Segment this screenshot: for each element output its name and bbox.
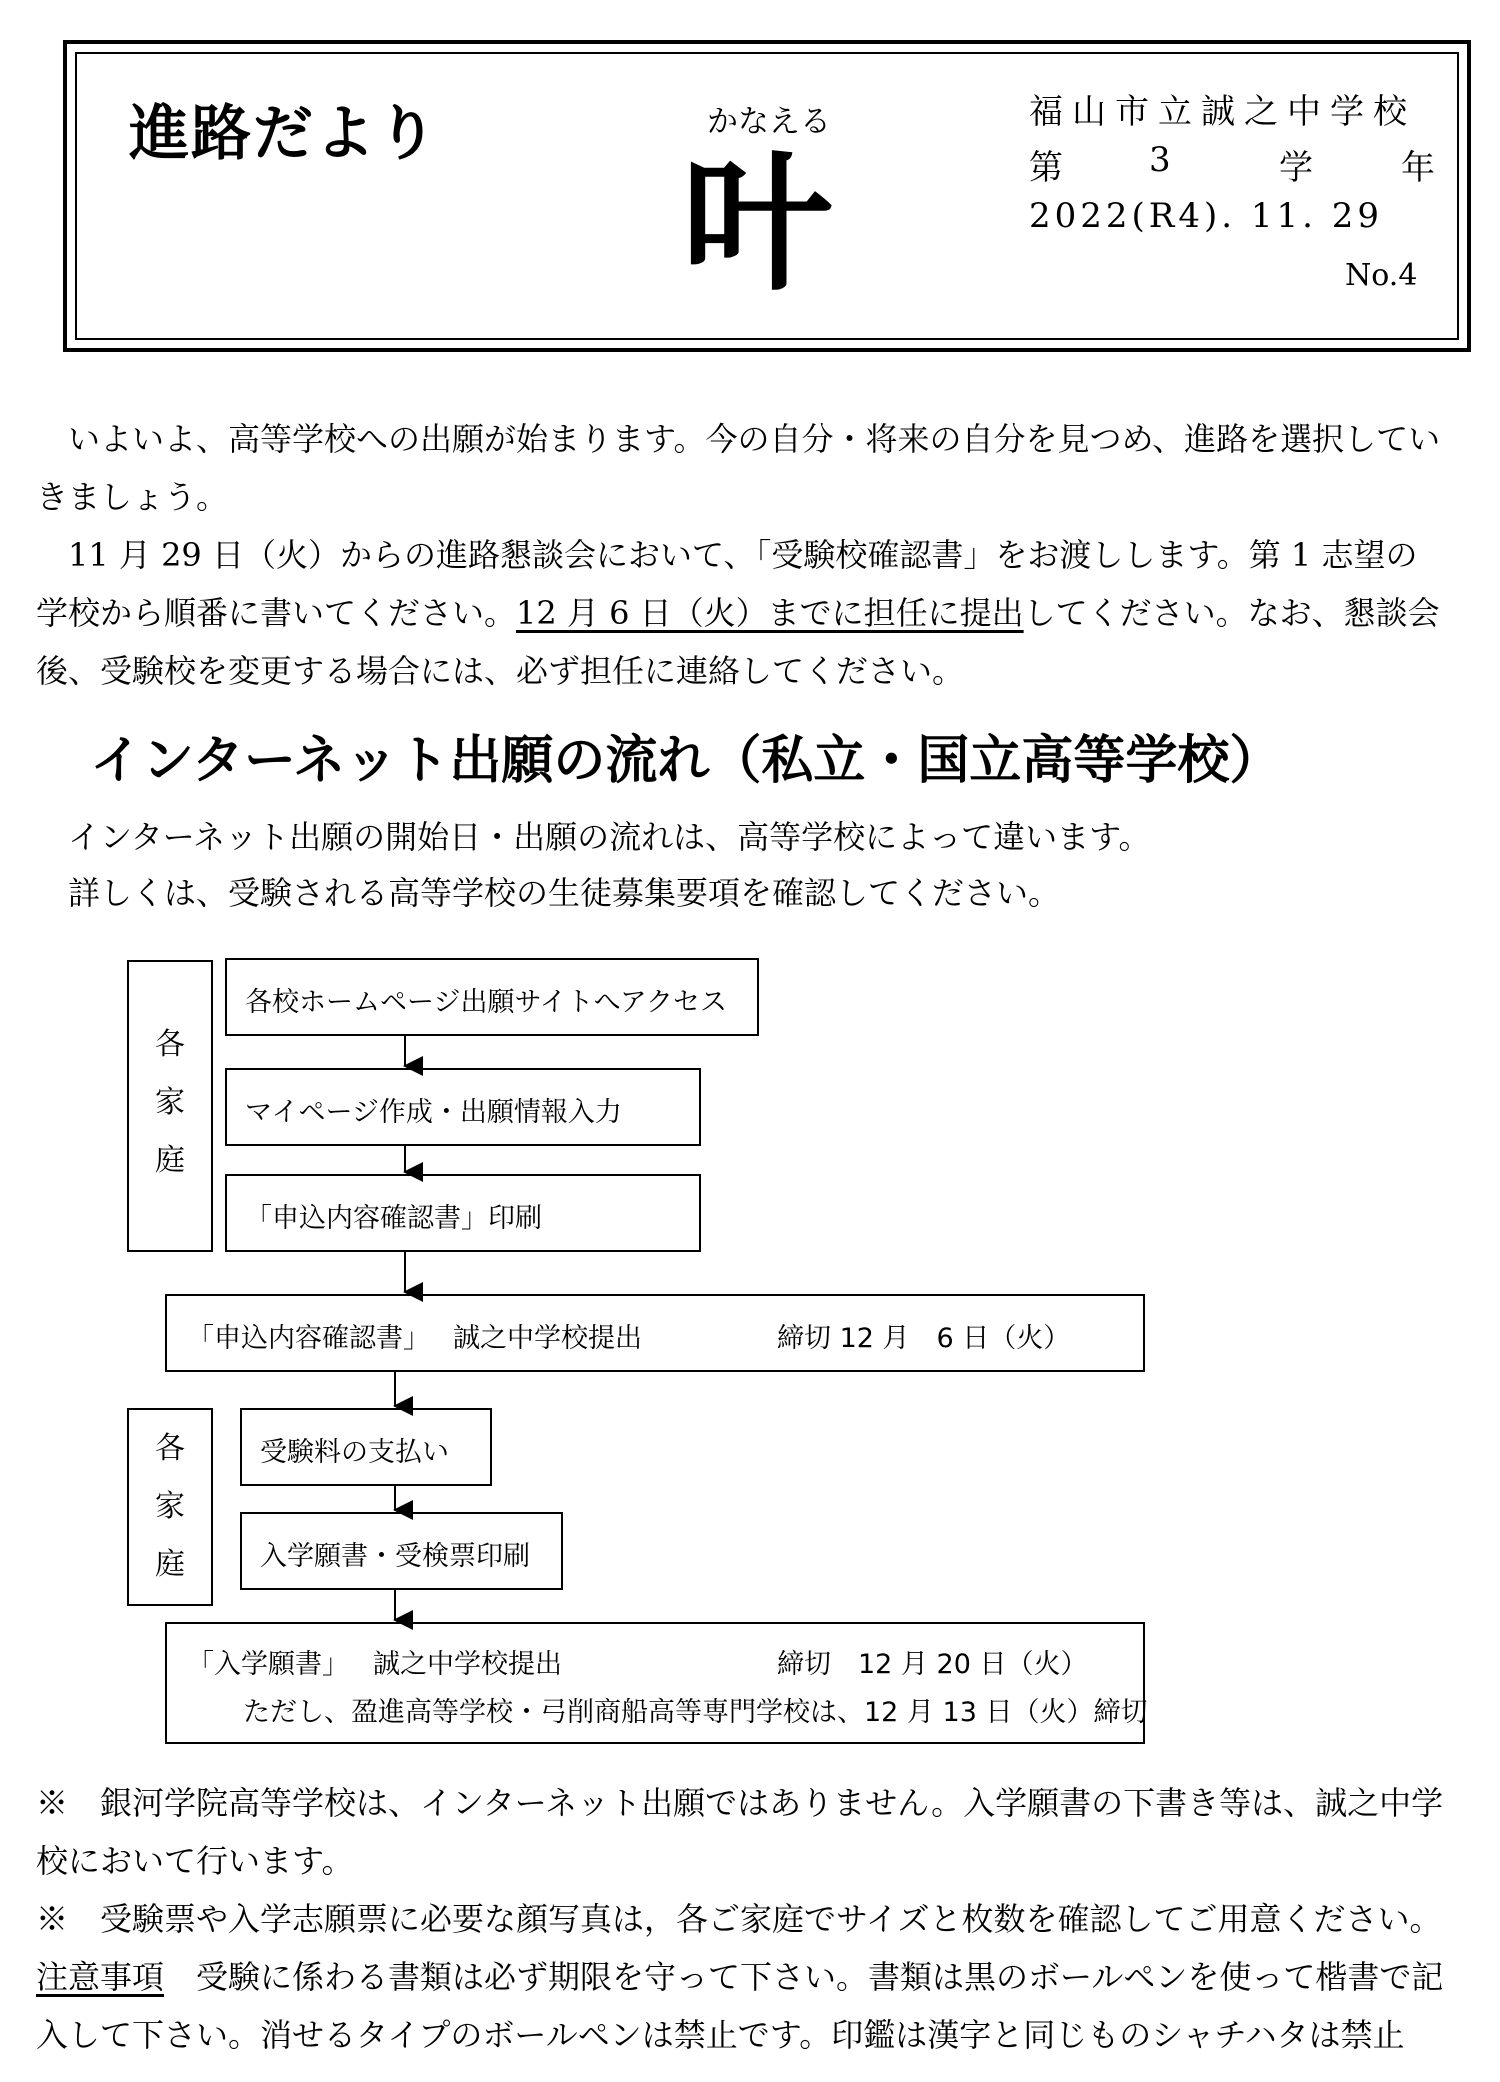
note-1-text: 銀河学院高等学校は、インターネット出願ではありません。入学願書の下書き等は、誠之中学校において行います。 xyxy=(36,1784,1444,1880)
side-label-household-2 xyxy=(127,1408,213,1606)
submit-1-document: 「申込内容確認書」 xyxy=(187,1323,430,1354)
intro-p2-part-b: してください。なお、懇談会後、受験校を変更する場合には、必ず担任に連絡してください。 xyxy=(36,594,1440,690)
intro-text xyxy=(36,410,1446,700)
issue-date: 2022(R4). 11. 29 xyxy=(1029,196,1384,236)
flow-step-print-confirmation xyxy=(225,1174,701,1252)
note-1 xyxy=(36,1774,1446,1890)
intro-paragraph-2 xyxy=(36,526,1446,700)
name-ruby: かなえる xyxy=(707,104,831,140)
note-2 xyxy=(36,1890,1446,1948)
grade-char-2: 3 xyxy=(1149,140,1171,180)
flow-step-mypage xyxy=(225,1068,701,1146)
flow-step-2-text: マイページ作成・出願情報入力 xyxy=(245,1097,622,1128)
issue-number: No.4 xyxy=(1345,258,1418,293)
notes xyxy=(36,1774,1446,2064)
section-heading: インターネット出願の流れ（私立・国立高等学校） xyxy=(90,731,1282,791)
flow-submit-application xyxy=(165,1622,1148,1744)
side-label-1-char-3: 庭 xyxy=(155,1143,185,1178)
side-label-2-char-1: 各 xyxy=(155,1431,185,1466)
note-2-mark: ※ xyxy=(36,1900,69,1938)
submit-2-location: 誠之中学校提出 xyxy=(373,1649,562,1680)
intro-paragraph-1: いよいよ、高等学校への出願が始まります。今の自分・将来の自分を見つめ、進路を選択していきましょう。 xyxy=(36,420,1441,516)
newsletter-name: 叶 xyxy=(682,138,833,312)
newsletter-title: 進路だより xyxy=(129,99,439,169)
flow-submit-confirmation xyxy=(165,1294,1145,1372)
flow-step-5-text: 入学願書・受検票印刷 xyxy=(260,1541,530,1572)
submit-2-exception-note: ただし、盈進高等学校・弓削商船高等専門学校は、12 月 13 日（火）締切 xyxy=(243,1697,1148,1728)
section-line-1: インターネット出願の開始日・出願の流れは、高等学校によって違います。 xyxy=(68,818,1151,856)
flow-step-3-text: 「申込内容確認書」印刷 xyxy=(245,1203,542,1234)
intro-p2-part-a: 11 月 29 日（火）からの進路懇談会において、「受験校確認書」をお渡しします。第 1 志望の学校から順番に書いてください。 xyxy=(36,536,1418,632)
submit-1-deadline: 締切 12 月 6 日（火） xyxy=(777,1323,1071,1354)
note-2-text: 受験票や入学志願票に必要な顔写真は，各ご家庭でサイズと枚数を確認してご用意ください。 xyxy=(100,1900,1442,1938)
flow-step-pay-fee xyxy=(240,1408,492,1486)
note-1-mark: ※ xyxy=(36,1784,69,1822)
flow-step-print-application xyxy=(240,1512,563,1590)
caution xyxy=(36,1948,1446,2064)
flow-step-1-text: 各校ホームページ出願サイトへアクセス xyxy=(245,987,727,1018)
flow-step-4-text: 受験料の支払い xyxy=(260,1437,449,1468)
submit-2-document: 「入学願書」 xyxy=(187,1649,349,1680)
submission-deadline: 12 月 6 日（火）までに担任に提出 xyxy=(516,594,1024,632)
school-name: 福山市立誠之中学校 xyxy=(1029,92,1416,132)
grade-char-4: 年 xyxy=(1401,148,1435,188)
masthead xyxy=(63,40,1471,352)
grade-char-3: 学 xyxy=(1279,148,1313,188)
section-line-2: 詳しくは、受験される高等学校の生徒募集要項を確認してください。 xyxy=(68,874,1061,912)
submit-2-deadline: 締切 12 月 20 日（火） xyxy=(777,1649,1088,1680)
caution-text: 受験に係わる書類は必ず期限を守って下さい。書類は黒のボールペンを使って楷書で記入して下さい。消せるタイプのボールペンは禁止です。印鑑は漢字と同じものシャチハタは禁止 xyxy=(36,1958,1444,2054)
side-label-2-char-2: 家 xyxy=(155,1489,185,1524)
caution-label: 注意事項 xyxy=(36,1958,165,1996)
side-label-2-char-3: 庭 xyxy=(155,1547,185,1582)
submit-1-location: 誠之中学校提出 xyxy=(453,1323,642,1354)
side-label-household-1 xyxy=(127,960,213,1252)
flow-step-access-site xyxy=(225,958,759,1036)
grade-char-1: 第 xyxy=(1029,148,1063,188)
side-label-1-char-2: 家 xyxy=(155,1085,185,1120)
side-label-1-char-1: 各 xyxy=(155,1027,185,1062)
